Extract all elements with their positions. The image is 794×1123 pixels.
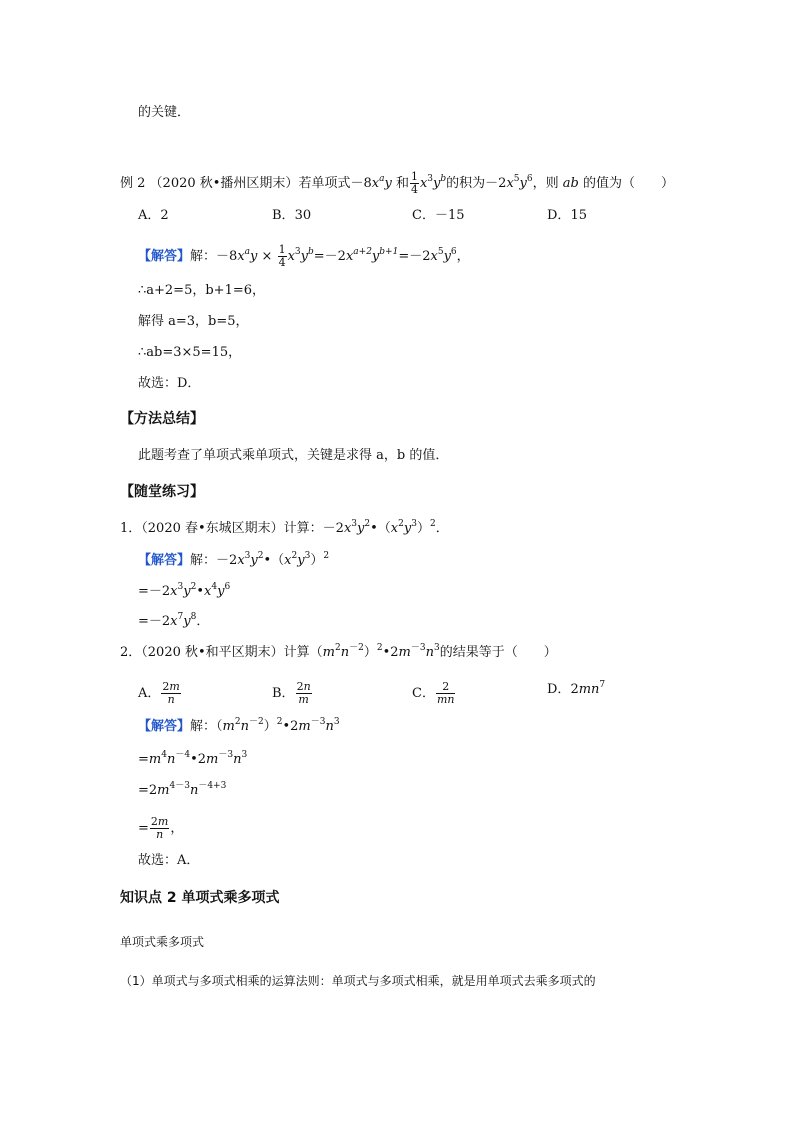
q2-option-c: C． $\frac{2}{mn}$ xyxy=(412,680,455,706)
answer-tag: 【解答】 xyxy=(138,553,191,568)
kp2-rule: （1）单项式与多项式相乘的运算法则：单项式与多项式相乘，就是用单项式去乘多项式的 xyxy=(120,974,596,988)
kp2-title: 知识点 2 单项式乘多项式 xyxy=(120,890,280,906)
method-text: 此题考查了单项式乘单项式，关键是求得 a，b 的值． xyxy=(138,448,449,463)
answer-choose: 故选：D． xyxy=(138,376,201,391)
method-title: 【方法总结】 xyxy=(120,411,204,427)
practice-q2-step-1: $=m^4n^{-4}•2m^{-3}n^3$ xyxy=(138,750,248,767)
q2-option-b: B． $\frac{2n}{m}$ xyxy=(272,680,311,706)
answer-lead: 解： xyxy=(190,249,217,264)
answer-tag: 【解答】 xyxy=(138,719,191,734)
example-2-question: 例 2 （2020 秋•播州区期末）若单项式$-8x^ay$ 和 $\frac{1}{4}$ $x^3y^b$的积为$-2x^5y^6$，则 ab 的值为（ ） xyxy=(120,170,674,196)
question-ab: ab xyxy=(562,176,579,191)
practice-q2: 2．（2020 秋•和平区期末）计算$(m^2n^{-2})^2•2m^{-3}n^3$的结果等于（ ） xyxy=(120,643,557,660)
example-2-answer: 【解答】解：$-8x^ay$ × $\frac{1}{4}$ $x^3y^b=-2x^{a+2}y^{b+1}=-2x^5y^6$， xyxy=(138,243,470,269)
question-and: 和 xyxy=(395,176,409,191)
practice-q1-step-2: $=-2x^7y^8$． xyxy=(138,612,210,629)
text-line-key: 的关键． xyxy=(138,105,191,120)
question-end: 的值为（ ） xyxy=(582,176,674,191)
answer-tag: 【解答】 xyxy=(138,249,191,264)
practice-q2-choose: 故选：A． xyxy=(138,853,200,868)
practice-q1-answer: 【解答】解：$-2x^3y^2•(x^2y^3)^2$ xyxy=(138,551,330,568)
option-a: A．2 xyxy=(138,208,169,223)
practice-title: 【随堂练习】 xyxy=(120,484,204,500)
option-c: C．－15 xyxy=(412,208,465,223)
kp2-subtitle: 单项式乘多项式 xyxy=(120,935,205,949)
fraction-one-quarter: $\frac{1}{4}$ xyxy=(410,170,418,196)
example-source: （2020 秋•播州区期末） xyxy=(149,176,299,191)
answer-step-1: ∴a+2=5，b+1=6， xyxy=(138,283,265,298)
answer-step-2: 解得 a=3，b=5， xyxy=(138,314,249,329)
practice-q1-step-1: $=-2x^3y^2•x^4y^6$ xyxy=(138,582,231,599)
practice-q1: 1．（2020 春•东城区期末）计算：$-2x^3y^2•(x^2y^3)^2$． xyxy=(120,519,449,536)
question-post: ，则 xyxy=(532,176,559,191)
practice-q2-answer: 【解答】解：$(m^2n^{-2})^2•2m^{-3}n^3$ xyxy=(138,717,340,734)
q2-option-d: D．$2mn^7$ xyxy=(547,680,606,697)
option-b: B．30 xyxy=(272,208,312,223)
q2-option-a: A． $\frac{2m}{n}$ xyxy=(138,680,180,706)
question-mid: 的积为－2 xyxy=(446,176,507,191)
answer-step-3: ∴ab=3×5=15， xyxy=(138,345,242,360)
practice-q2-step-2: $=2m^{4-3}n^{-4+3}$ xyxy=(138,781,227,798)
option-d: D．15 xyxy=(547,208,587,223)
example-label: 例 2 xyxy=(120,176,146,191)
practice-q2-step-3: = $\frac{2m}{n}$ ， xyxy=(138,815,184,841)
question-pre: 若单项式－8 xyxy=(298,176,372,191)
